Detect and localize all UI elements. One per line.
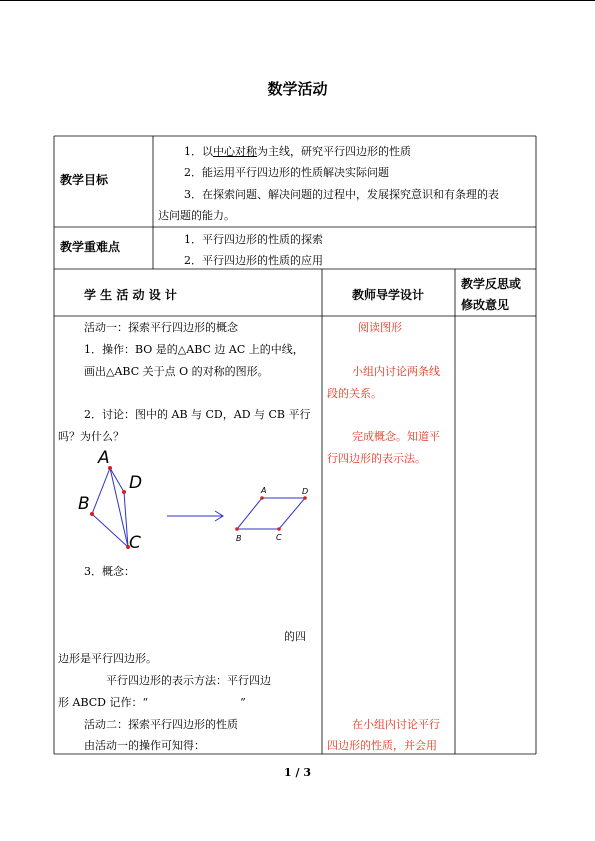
goal-item-1: [184, 145, 411, 159]
parallelogram-label-d: D: [302, 487, 309, 496]
parallelogram-label-c: C: [276, 533, 282, 542]
teacher-note-3-line2: 行四边形的表示法。: [327, 452, 426, 465]
teacher-note-3-line1: 完成概念。知道平: [352, 430, 440, 443]
notation-prefix: 形 ABCD 记作：: [58, 696, 143, 709]
activity-1-title: 活动一：探索平行四边形的概念: [84, 321, 238, 334]
operation-line-2: 画出△ABC 关于点 O 的对称的图形。: [84, 365, 269, 378]
teacher-note-4-line1: 在小组内讨论平行: [352, 718, 440, 731]
triangle-label-c: C: [129, 533, 141, 553]
discussion-line-1: 2．讨论：图中的 AB 与 CD，AD 与 CB 平行: [84, 408, 311, 421]
column-header-reflect-line2: 修改意见: [461, 298, 510, 312]
definition-tail: 的四: [284, 630, 306, 643]
teacher-note-1: 阅读图形: [358, 321, 402, 334]
figure-parallelogram: [230, 484, 310, 544]
definition-line-2: 边形是平行四边形。: [58, 652, 157, 665]
arrow-right-icon: [165, 508, 227, 524]
triangle-label-a: A: [98, 448, 110, 468]
operation-line-1: 1．操作：BO 是的△ABC 边 AC 上的中线，: [84, 343, 304, 356]
teacher-note-2-line1: 小组内讨论两条线: [352, 365, 440, 378]
goals-header: 教学目标: [60, 173, 109, 187]
column-header-student: 学 生 活 动 设 计: [84, 288, 177, 302]
activity-2-line: 由活动一的操作可知得：: [84, 739, 205, 752]
notation-line-1: 平行四边形的表示方法：平行四边: [106, 674, 271, 687]
notation-line-2: [58, 696, 246, 710]
goal-item-1-suffix: 为主线，研究平行四边形的性质: [257, 145, 411, 158]
parallelogram-label-b: B: [236, 534, 242, 543]
triangle-label-b: B: [78, 494, 90, 514]
goal-item-2: 2．能运用平行四边形的性质解决实际问题: [184, 166, 389, 179]
goal-item-1-prefix: 1．以: [184, 145, 213, 158]
teacher-note-2-line2: 段的关系。: [327, 387, 382, 400]
activity-2-title: 活动二：探索平行四边形的性质: [84, 718, 238, 731]
column-header-teacher: 教师导学设计: [352, 288, 425, 302]
figure-triangle: [72, 446, 152, 556]
parallelogram-label-a: A: [261, 486, 267, 495]
goal-item-1-emphasis: 中心对称: [213, 145, 257, 158]
goal-item-3-line2: 达问题的能力。: [158, 209, 235, 222]
discussion-line-2: 吗？为什么？: [58, 430, 124, 443]
column-header-reflect-line1: 教学反思或: [461, 277, 522, 291]
difficulty-item-2: 2．平行四边形的性质的应用: [184, 254, 323, 267]
difficulties-header: 教学重难点: [60, 240, 121, 254]
concept-label: 3．概念：: [84, 565, 135, 578]
page-title: 数学活动: [267, 80, 328, 98]
notation-open-quote: “: [142, 696, 149, 709]
triangle-label-d: D: [129, 473, 143, 493]
teacher-note-4-line2: 四边形的性质，并会用: [327, 739, 437, 752]
notation-close-quote: ”: [240, 696, 246, 709]
difficulty-item-1: 1．平行四边形的性质的探索: [184, 233, 323, 246]
page-number: 1 / 3: [284, 766, 311, 779]
goal-item-3-line1: 3．在探索问题、解决问题的过程中，发展探究意识和有条理的表: [184, 188, 499, 201]
